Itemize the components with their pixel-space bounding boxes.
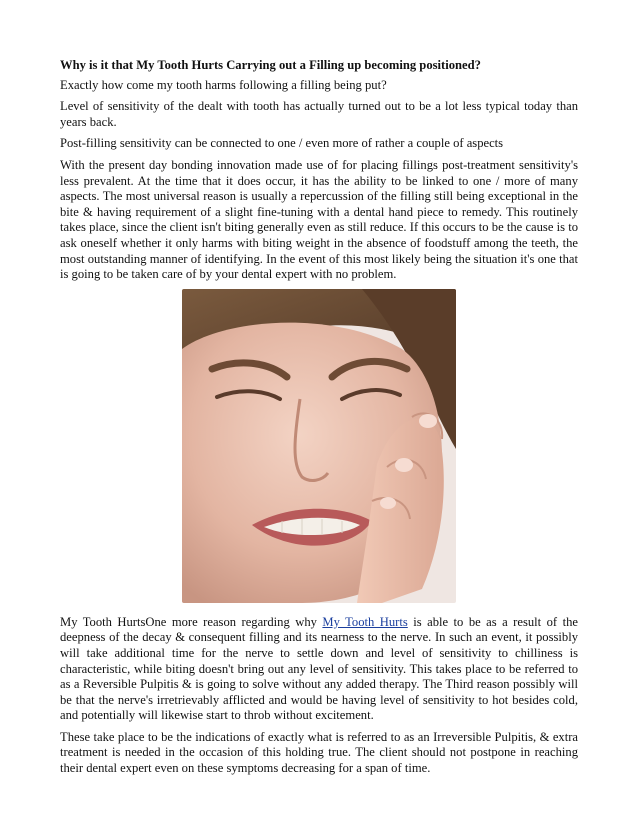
toothache-photo (182, 289, 456, 603)
paragraph-question: Exactly how come my tooth harms following a filling being put? (60, 77, 387, 92)
paragraph-another-reason (60, 615, 578, 724)
paragraph-aspects: Post-filling sensitivity can be connected to one / even more of rather a couple of aspects (60, 136, 504, 151)
paragraph-another-reason-post: is able to be as a result of the deepness of the decay & consequent filling and its nearness to the nerve. In such an event, it possibly will take additional time for the nerve to settle down and level of sensitivity to chilliness is characteristic, while biting doesn't bring out any level of sensitivity. This takes place to be referred to as a Reversible Pulpitis & is going to solve without any added therapy. The Third reason possibly will be that the nerve's irretrievably afflicted and would be having level of sensitivity to hot besides cold, and potentially will likewise start to throb without excitement. (60, 614, 578, 723)
document-page (60, 58, 578, 783)
woman-toothache-image (182, 289, 456, 603)
paragraph-irreversible: These take place to be the indications of exactly what is referred to as an Irreversible Pulpitis, & extra treatment is needed in the occasion of this holding true. The client should not postpone in reaching their dental expert even on these symptoms decreasing for a span of time. (60, 729, 578, 776)
my-tooth-hurts-link[interactable]: My Tooth Hurts (322, 614, 408, 629)
paragraph-sensitivity: Level of sensitivity of the dealt with tooth has actually turned out to be a lot less typical today than years back. (60, 99, 578, 129)
paragraph-bonding: With the present day bonding innovation made use of for placing fillings post-treatment sensitivity's less prevalent. At the time that it does occur, it has the ability to be linked to one / more of many aspects. The most universal reason is usually a repercussion of the filling still being exceptional in the bite & having requirement of a slight fine-tuning with a dental hand piece to remedy. This routinely takes place, since the client isn't biting generally even as still reduce. If this occurs to be the cause is to ask oneself whether it only harms with biting weight in the absence of foodstuff among the teeth, the most outstanding manner of identifying. In the event of this most likely being the situation it's one that is going to be taken care of by your dental expert with no problem. (60, 157, 578, 282)
paragraph-another-reason-pre: My Tooth HurtsOne more reason regarding why (60, 614, 323, 629)
article-title: Why is it that My Tooth Hurts Carrying out a Filling up becoming positioned? (60, 58, 481, 72)
